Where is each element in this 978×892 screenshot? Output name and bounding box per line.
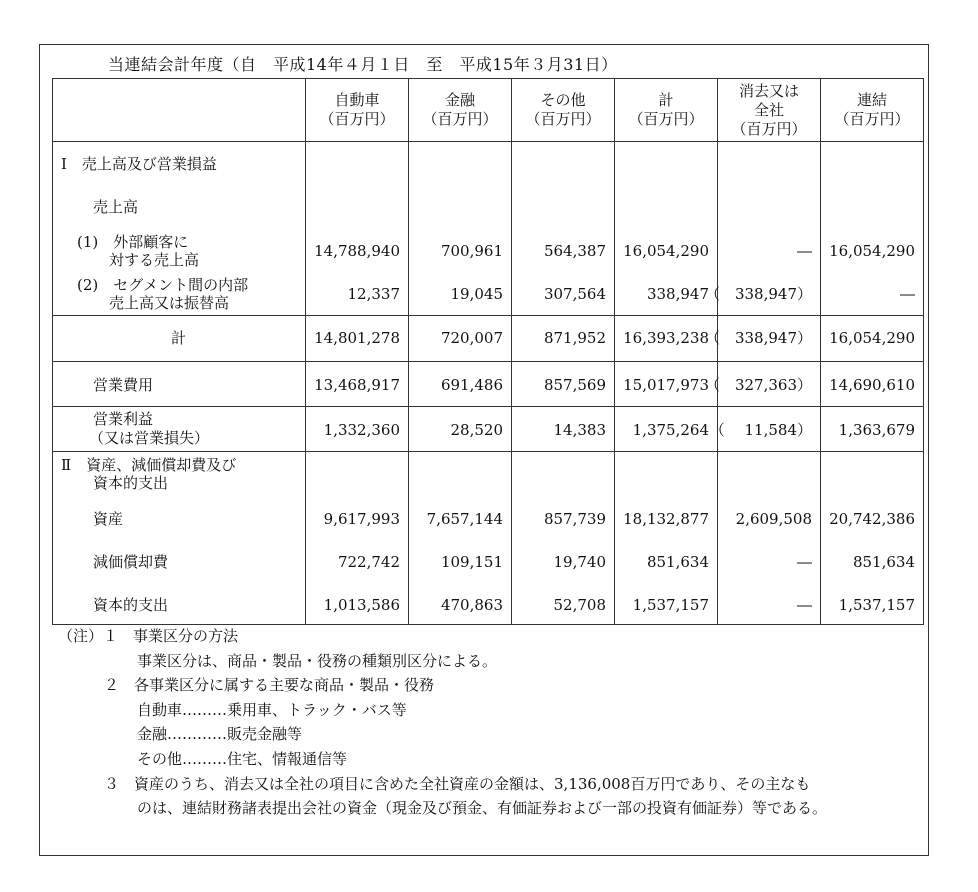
row1-subtotal: 16,054,290 xyxy=(623,242,709,260)
section1-heading: Ⅰ 売上高及び営業損益 xyxy=(61,155,217,173)
opinc-finance: 28,520 xyxy=(450,421,503,439)
opex-elimination: （ 327,363） xyxy=(704,376,812,394)
row2-label-1: (2) セグメント間の内部 xyxy=(77,276,249,294)
row2-finance: 19,045 xyxy=(450,285,503,303)
capex-auto: 1,013,586 xyxy=(323,596,400,614)
capex-other: 52,708 xyxy=(553,596,606,614)
section2-heading-2: 資本的支出 xyxy=(93,474,169,492)
note3-line1: ３ 資産のうち、消去又は全社の項目に含めた全社資産の金額は、3,136,008百万円であり、その主なも xyxy=(104,774,811,793)
section2-heading-1: Ⅱ 資産、減価償却費及び xyxy=(61,456,237,474)
opinc-label-1: 営業利益 xyxy=(93,410,154,428)
header-row xyxy=(53,79,924,142)
opex-row xyxy=(53,362,924,407)
sales-label: 売上高 xyxy=(93,198,139,216)
depr-elimination: ― xyxy=(797,553,812,571)
opex-finance: 691,486 xyxy=(440,376,503,394)
assets-other: 857,739 xyxy=(543,510,606,528)
header-elimination: 消去又は 全社 （百万円） xyxy=(718,79,821,142)
note2-automobile: 自動車………乗用車、トラック・バス等 xyxy=(137,700,407,719)
opex-label: 営業費用 xyxy=(93,376,154,394)
row1-elimination: ― xyxy=(797,242,812,260)
capex-elimination: ― xyxy=(797,596,812,614)
row1-finance: 700,961 xyxy=(440,242,503,260)
opinc-label-2: （又は営業損失） xyxy=(89,429,210,447)
row2-consolidated: ― xyxy=(900,285,915,303)
row1-auto: 14,788,940 xyxy=(314,242,400,260)
row1-other: 564,387 xyxy=(543,242,606,260)
opinc-consolidated: 1,363,679 xyxy=(838,421,915,439)
period-title: 当連結会計年度（自 平成14年４月１日 至 平成15年３月31日） xyxy=(108,55,618,74)
note1-body: 事業区分は、商品・製品・役務の種類別区分による。 xyxy=(137,651,498,670)
depr-finance: 109,151 xyxy=(440,553,503,571)
capex-finance: 470,863 xyxy=(440,596,503,614)
row1-label-2: 対する売上高 xyxy=(109,251,200,269)
total-other: 871,952 xyxy=(543,329,606,347)
total-label: 計 xyxy=(171,329,187,347)
header-consolidated: 連結 （百万円） xyxy=(821,79,924,142)
total-elimination: （ 338,947） xyxy=(704,329,812,347)
depr-label: 減価償却費 xyxy=(93,553,169,571)
header-other: その他 （百万円） xyxy=(512,79,615,142)
notes xyxy=(58,624,827,821)
total-auto: 14,801,278 xyxy=(314,329,400,347)
capex-label: 資本的支出 xyxy=(93,596,169,614)
opinc-row xyxy=(53,407,924,452)
segment-table xyxy=(52,78,924,625)
assets-label: 資産 xyxy=(93,510,124,528)
total-row xyxy=(53,316,924,362)
total-finance: 720,007 xyxy=(440,329,503,347)
row1-label-1: (1) 外部顧客に xyxy=(77,233,189,251)
opex-subtotal: 15,017,973 xyxy=(623,376,709,394)
opinc-subtotal: 1,375,264 xyxy=(632,421,709,439)
row2-subtotal: 338,947 xyxy=(646,285,709,303)
note2-heading: ２ 各事業区分に属する主要な商品・製品・役務 xyxy=(104,676,435,695)
opex-other: 857,569 xyxy=(543,376,606,394)
depr-other: 19,740 xyxy=(553,553,606,571)
depr-consolidated: 851,634 xyxy=(852,553,915,571)
row2-elimination: （ 338,947） xyxy=(704,285,812,303)
header-auto: 自動車 （百万円） xyxy=(306,79,409,142)
opinc-other: 14,383 xyxy=(553,421,606,439)
note3-line2: のは、連結財務諸表提出会社の資金（現金及び預金、有価証券および一部の投資有価証券）等である。 xyxy=(137,799,828,818)
total-subtotal: 16,393,238 xyxy=(623,329,709,347)
header-subtotal: 計 （百万円） xyxy=(615,79,718,142)
header-finance: 金融 （百万円） xyxy=(409,79,512,142)
note2-finance: 金融…………販売金融等 xyxy=(137,725,303,744)
row2-auto: 12,337 xyxy=(347,285,400,303)
depr-auto: 722,742 xyxy=(337,553,400,571)
capex-subtotal: 1,537,157 xyxy=(632,596,709,614)
depr-subtotal: 851,634 xyxy=(646,553,709,571)
opinc-auto: 1,332,360 xyxy=(323,421,400,439)
row2-label-2: 売上高又は振替高 xyxy=(109,294,230,312)
note1-heading: （注）１ 事業区分の方法 xyxy=(58,627,239,645)
row1-consolidated: 16,054,290 xyxy=(829,242,915,260)
assets-consolidated: 20,742,386 xyxy=(829,510,915,528)
section1-block xyxy=(53,142,924,316)
opinc-elimination: （ 11,584） xyxy=(709,421,812,439)
assets-auto: 9,617,993 xyxy=(323,510,400,528)
assets-elimination: 2,609,508 xyxy=(735,510,812,528)
assets-finance: 7,657,144 xyxy=(426,510,503,528)
note2-other: その他………住宅、情報通信等 xyxy=(137,749,348,768)
total-consolidated: 16,054,290 xyxy=(829,329,915,347)
opex-consolidated: 14,690,610 xyxy=(829,376,915,394)
row2-other: 307,564 xyxy=(543,285,606,303)
opex-auto: 13,468,917 xyxy=(314,376,400,394)
section2-block xyxy=(53,452,924,625)
header-blank xyxy=(53,79,306,142)
capex-consolidated: 1,537,157 xyxy=(838,596,915,614)
assets-subtotal: 18,132,877 xyxy=(623,510,709,528)
